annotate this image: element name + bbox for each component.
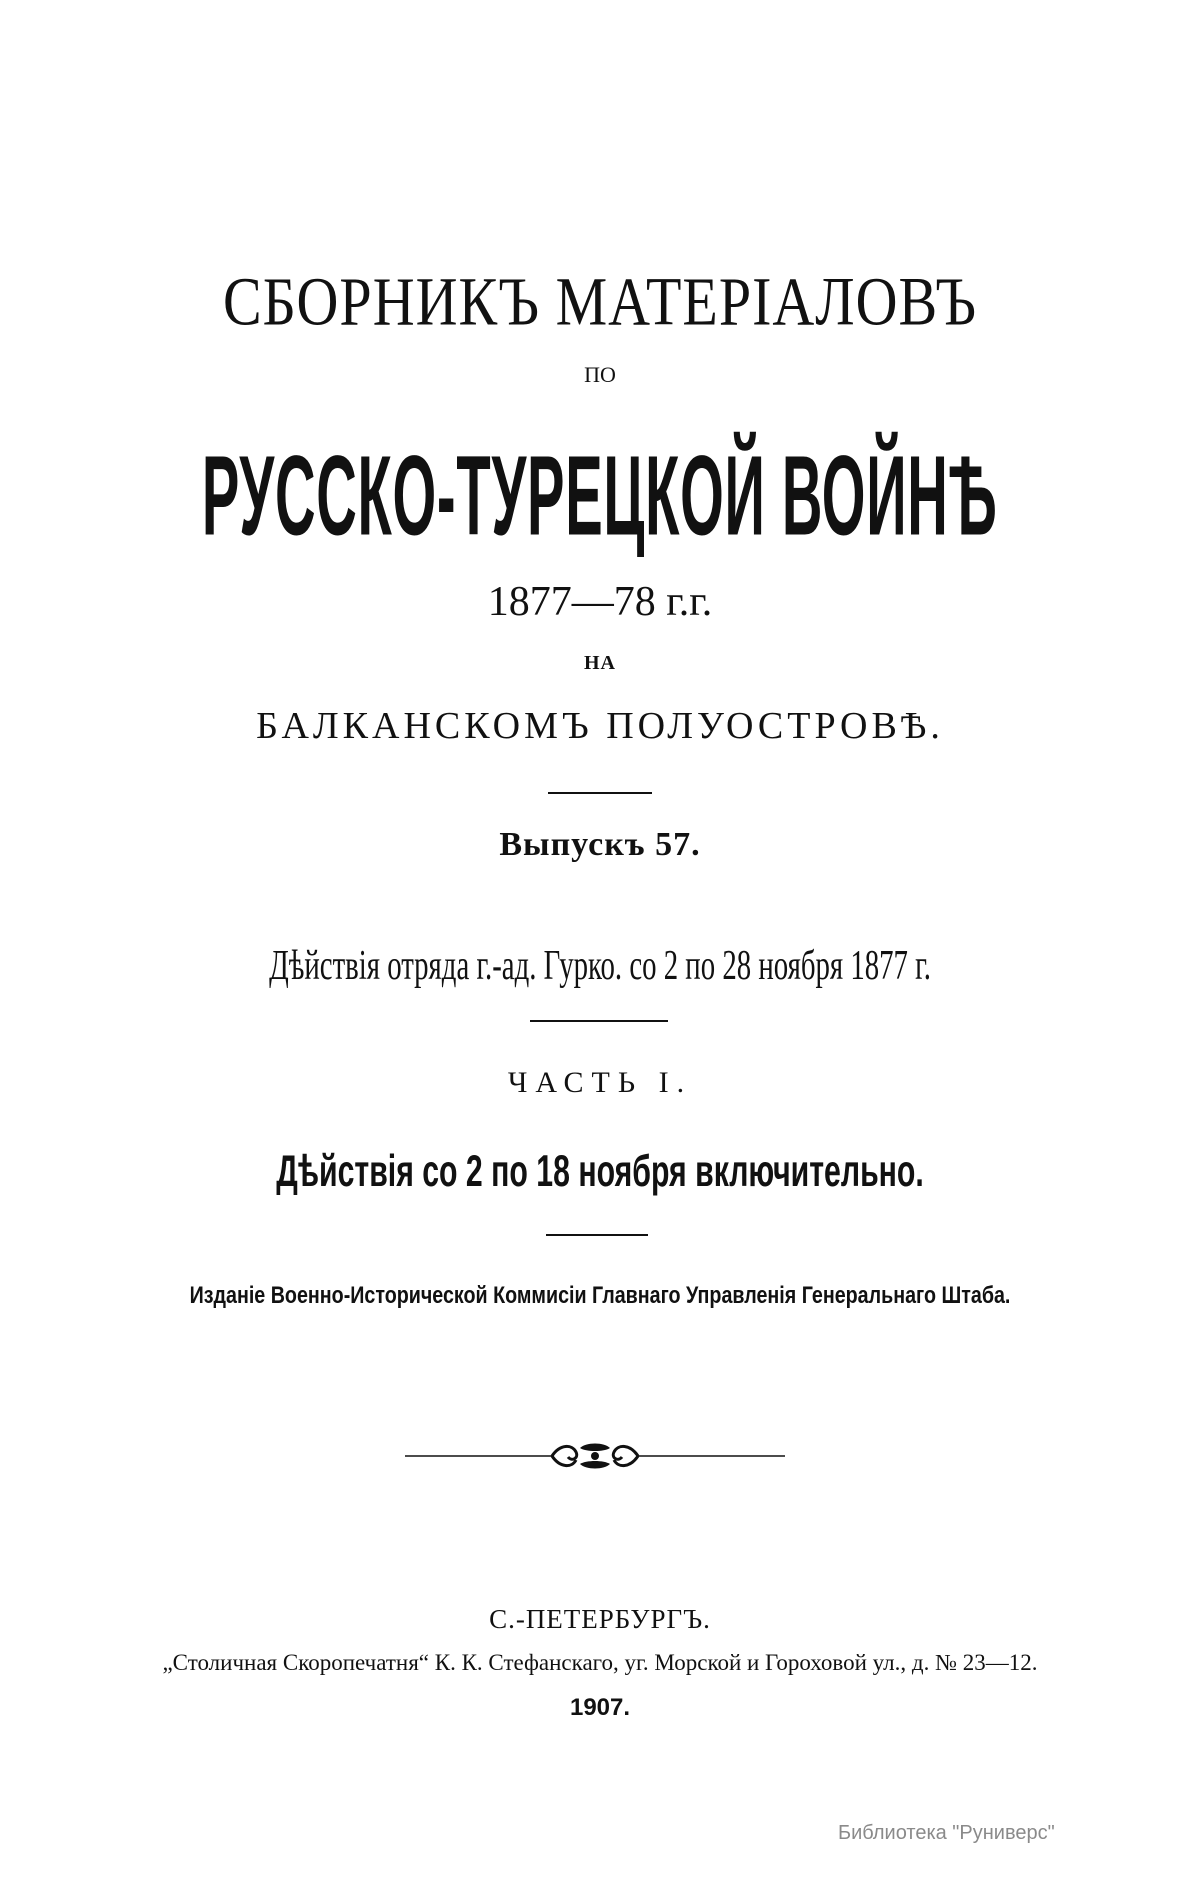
war-title: РУССКО-ТУРЕЦКОЙ ВОЙНѢ	[201, 431, 999, 560]
part-subtitle: Дѣйствія со 2 по 18 ноября включительно.	[276, 1146, 924, 1196]
imprint-year: 1907.	[569, 1694, 631, 1721]
divider-rule	[546, 1234, 648, 1236]
collection-title: СБОРНИКЪ МАТЕРІАЛОВЪ	[222, 263, 978, 340]
imprint-press: „Столичная Скоропечатня“ К. К. Стефанскаго, уг. Морской и Гороховой ул., д. № 23—12.	[162, 1650, 1038, 1675]
publisher-line: Изданіе Военно-Исторической Коммисіи Главнаго Управленія Генеральнаго Штаба.	[189, 1282, 1011, 1309]
preposition-po: ПО	[584, 362, 616, 387]
divider-rule	[530, 1020, 668, 1022]
war-years: 1877—78 г.г.	[487, 579, 713, 625]
scroll-flourish-icon	[400, 1436, 790, 1476]
peninsula-title: БАЛКАНСКОМЪ ПОЛУОСТРОВѢ.	[256, 705, 944, 747]
preposition-na: НА	[584, 652, 616, 674]
imprint-city: С.-ПЕТЕРБУРГЪ.	[489, 1604, 711, 1634]
part-heading: ЧАСТЬ I.	[507, 1066, 693, 1099]
library-watermark: Библиотека "Руниверс"	[838, 1822, 1055, 1844]
divider-rule	[548, 792, 652, 794]
detachment-actions: Дѣйствія отряда г.-ад. Гурко. со 2 по 28 ноября 1877 г.	[269, 941, 931, 989]
issue-number: Выпускъ 57.	[499, 826, 701, 863]
